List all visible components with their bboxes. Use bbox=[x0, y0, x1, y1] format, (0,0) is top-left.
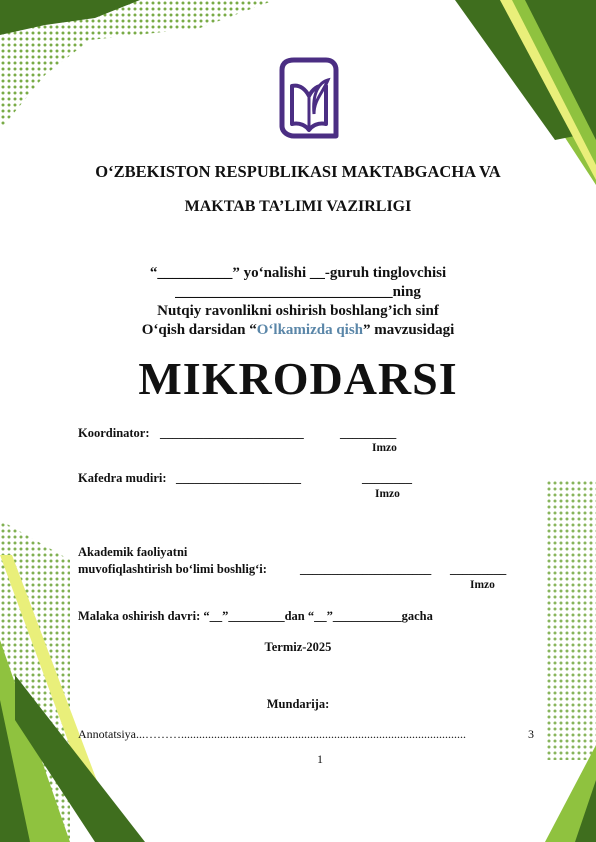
intro-line-3: Nutqiy ravonlikni oshirish boshlang’ich sinf bbox=[157, 303, 439, 319]
intro-line-4 bbox=[0, 322, 596, 339]
lesson-topic: O‘lkamizda qish bbox=[256, 322, 364, 338]
ministry-heading-line1: O‘ZBEKISTON RESPUBLIKASI MAKTABGACHA VA bbox=[95, 162, 501, 181]
akademik-sign-label: Imzo bbox=[470, 579, 495, 591]
ministry-heading-line2: MAKTAB TA’LIMI VAZIRLIGI bbox=[184, 198, 412, 215]
coordinator-sign-blank: _________ bbox=[340, 426, 397, 440]
coordinator-sign-label: Imzo bbox=[372, 442, 397, 454]
contents-entry-dots: ...………............................................................................................... bbox=[136, 727, 466, 741]
kafedra-name-blank: ____________________ bbox=[176, 471, 301, 485]
akademik-line2: muvofiqlashtirish bo‘limi boshlig‘i: bbox=[78, 562, 267, 576]
contents-entry bbox=[78, 727, 538, 742]
contents-entry-page: 3 bbox=[528, 727, 534, 741]
coordinator-name-blank: _______________________ bbox=[160, 426, 304, 440]
intro-line-4-pre: O‘qish darsidan “ bbox=[141, 322, 257, 338]
main-title: MIKRODARSI bbox=[138, 353, 458, 404]
intro-line-2: _____________________________ning bbox=[175, 284, 421, 300]
akademik-sign-blank: _________ bbox=[450, 562, 507, 576]
coordinator-label: Koordinator: bbox=[78, 426, 150, 440]
training-period: Malaka oshirish davri: “__”_________dan “__”___________gacha bbox=[78, 609, 433, 623]
place-year: Termiz-2025 bbox=[264, 640, 332, 654]
intro-line-1: “__________” yo‘nalishi __-guruh tinglovchisi bbox=[149, 265, 447, 281]
intro-line-4-post: ” mavzusidagi bbox=[363, 322, 455, 338]
kafedra-label: Kafedra mudiri: bbox=[78, 471, 167, 485]
akademik-name-blank: _____________________ bbox=[300, 562, 432, 576]
contents-heading: Mundarija: bbox=[266, 697, 330, 711]
contents-entry-label: Annotatsiya bbox=[78, 727, 136, 741]
akademik-line1: Akademik faoliyatni bbox=[78, 545, 188, 559]
dot-pattern-right bbox=[545, 480, 596, 760]
page-number: 1 bbox=[317, 752, 323, 766]
kafedra-sign-label: Imzo bbox=[375, 488, 400, 500]
open-book-with-leaf-icon bbox=[270, 56, 348, 142]
kafedra-sign-blank: ________ bbox=[362, 471, 412, 485]
